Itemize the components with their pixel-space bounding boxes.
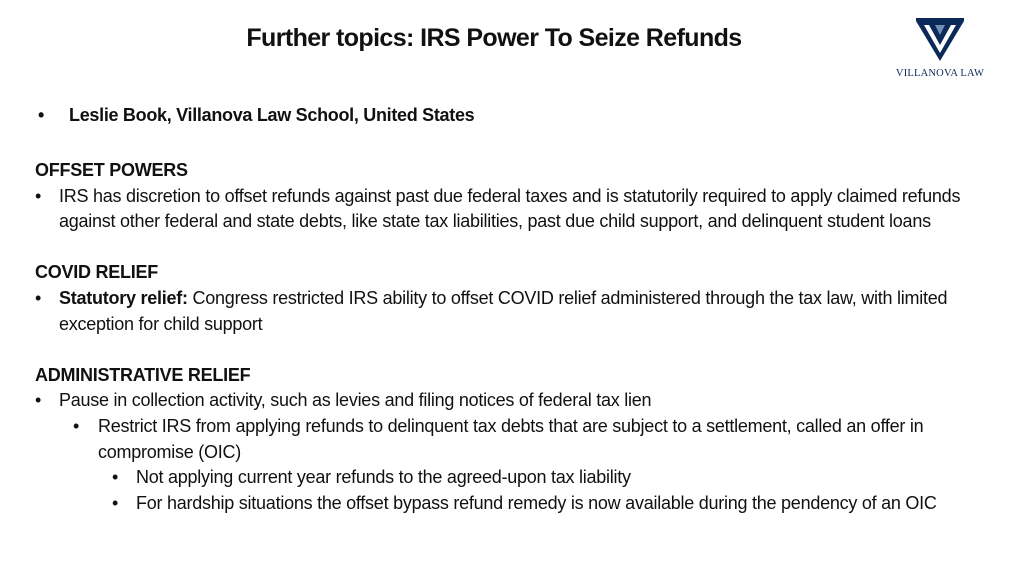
bullet-icon: • [73,415,80,436]
section-heading-offset: OFFSET POWERS [35,160,188,180]
bullet-text: Pause in collection activity, such as levies and filing notices of federal tax lien [59,390,652,411]
bullet-icon: • [112,492,119,513]
bullet-icon: • [35,287,42,308]
bullet-text: IRS has discretion to offset refunds against past due federal taxes and is statutorily required to apply claimed refunds against other federal and state debts, like state tax liabilities, past due child support, and delinquent student loans [59,185,961,232]
author-text: Leslie Book, Villanova Law School, United States [69,105,475,125]
bullet-icon: • [112,467,119,488]
bullet-icon: • [35,390,42,411]
villanova-law-logo [892,18,988,84]
list-item [35,388,975,414]
section-heading-admin: ADMINISTRATIVE RELIEF [35,364,251,385]
bullet-text: Not applying current year refunds to the agreed-upon tax liability [136,467,631,488]
slide-content [35,158,975,516]
bullet-text: For hardship situations the offset bypass refund remedy is now available during the pendency of an OIC [136,492,937,513]
list-item [35,414,975,465]
section-heading-covid: COVID RELIEF [35,262,159,283]
bullet-bold-lead: Statutory relief: [59,287,188,308]
logo-text: VILLANOVA LAW [895,68,985,79]
bullet-icon: • [38,105,45,125]
bullet-text: Congress restricted IRS ability to offset COVID relief administered through the tax law, with limited exception for child support [59,287,948,334]
bullet-text: Restrict IRS from applying refunds to delinquent tax debts that are subject to a settlement, called an offer in compromise (OIC) [98,415,924,462]
bullet-icon: • [35,185,42,206]
list-item [35,286,975,337]
list-item [35,491,975,517]
list-item [35,465,975,491]
villanova-v-shield-icon [915,18,965,62]
list-item [35,184,975,235]
author-line [38,105,474,126]
slide-title: Further topics: IRS Power To Seize Refunds [246,24,742,52]
